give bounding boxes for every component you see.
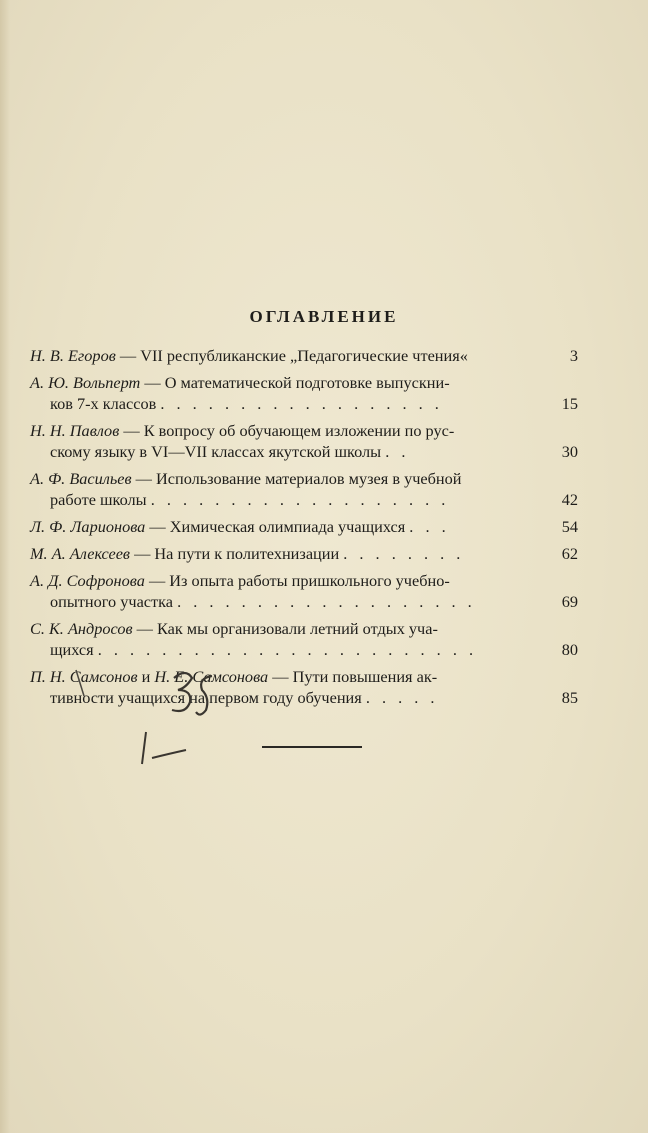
toc-entry [30,345,578,366]
entry-author: А. Ф. Васильев [30,469,132,488]
entry-text [30,420,544,462]
entry-author: П. Н. Самсонов [30,667,138,686]
entry-text [30,570,544,612]
entry-author: Н. В. Егоров [30,346,116,365]
entry-title: — Из опыта работы пришкольного учебно- [148,571,450,590]
toc-entry [30,372,578,414]
entry-title-line2: тивности учащихся на первом году обучения [50,688,362,707]
entry-page-number: 3 [569,346,578,365]
entry-text [30,468,544,510]
end-rule-divider [262,746,362,748]
entry-title-line2: щихся [50,640,94,659]
leader-dots: . . [385,442,410,461]
entry-page-number: 42 [561,490,578,509]
entry-page-number: 62 [561,544,578,563]
entry-page-number: 30 [561,442,578,461]
entry-title: — Химическая олимпиада учащихся [149,517,406,536]
entry-page-number: 85 [561,688,578,707]
entry-text [30,543,544,564]
entry-author: Н. Н. Павлов [30,421,120,440]
toc-entry [30,420,578,462]
entry-text [30,372,544,414]
toc-entry [30,468,578,510]
entry-title-line2: работе школы [50,490,147,509]
entry-text [30,618,544,660]
entry-title: — К вопросу об обучающем изложении по рус- [123,421,455,440]
entry-page-number: 54 [561,517,578,536]
leader-dots: . . . . . . . . . . . . . . . . . . . . . . . . [97,640,478,659]
entry-page-number: 15 [561,394,578,413]
entry-title: — Как мы организовали летний отдых уча- [136,619,438,638]
entry-author-2: Н. Е. Самсонова [154,667,269,686]
entry-title: — VII республиканские „Педагогические чтения« [119,346,468,365]
toc-entry [30,516,578,537]
leader-dots: . . . . . . . . . . . . . . . . . . [160,394,443,413]
entry-title-line2: ков 7-х классов [50,394,157,413]
entry-title: — На пути к политехнизации [134,544,340,563]
entry-text [30,345,544,366]
entry-author: А. Д. Софронова [30,571,145,590]
toc-entry [30,618,578,660]
entry-author: С. К. Андросов [30,619,133,638]
entry-title: — Пути повышения ак- [268,667,438,686]
handwritten-note-1 [138,728,190,768]
entry-author: М. А. Алексеев [30,544,130,563]
leader-dots: . . . . . . . . . . . . . . . . . . . [150,490,450,509]
toc-entry [30,570,578,612]
entry-title-line2: опытного участка [50,592,174,611]
leader-dots: . . . [409,517,450,536]
toc-entry [30,543,578,564]
entry-title: — О математической подготовке выпускни- [144,373,450,392]
toc-heading: ОГЛАВЛЕНИЕ [249,307,399,326]
page-shadow-edge [0,0,10,1133]
toc-list [30,345,578,714]
entry-page-number: 80 [561,640,578,659]
entry-title-line2: скому языку в VI—VII классах якутской школы [50,442,382,461]
pencil-stroke-mark [74,668,86,698]
entry-text [30,666,544,708]
entry-author: А. Ю. Вольперт [30,373,141,392]
leader-dots: . . . . . . . . [343,544,465,563]
leader-dots: . . . . . . . . . . . . . . . . . . . [177,592,476,611]
toc-entry [30,666,578,708]
handwritten-note-3s [168,668,218,720]
entry-page-number: 69 [561,592,578,611]
entry-author: Л. Ф. Ларионова [30,517,146,536]
entry-title: — Использование материалов музея в учебной [135,469,462,488]
entry-text [30,516,544,537]
leader-dots: . . . . . [365,688,439,707]
entry-connector: и [137,667,155,686]
